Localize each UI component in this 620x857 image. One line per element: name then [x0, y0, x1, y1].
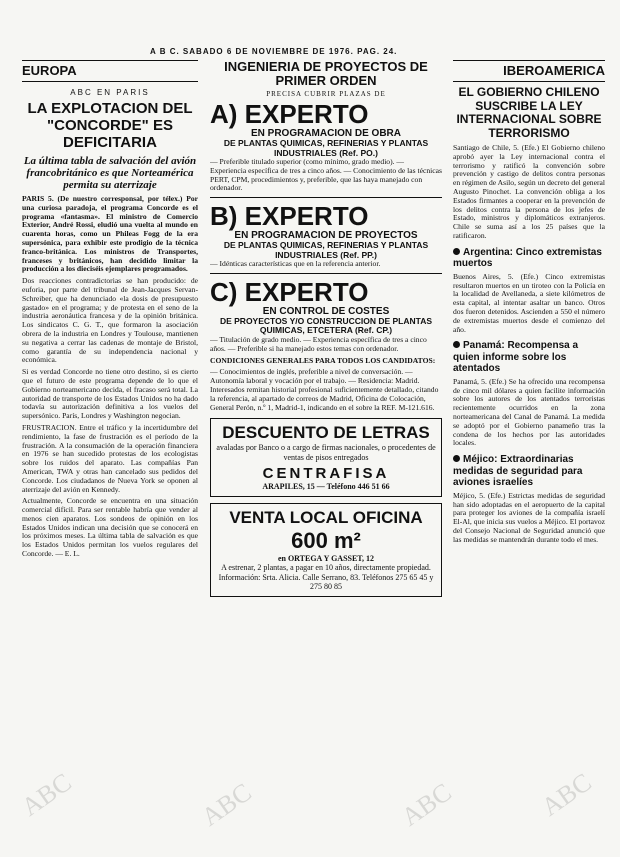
- box-title: VENTA LOCAL OFICINA: [229, 507, 423, 527]
- section-label-iberoamerica: IBEROAMERICA: [453, 60, 605, 82]
- conditions: — Conocimientos de inglés, preferible a nivel de conversación. — Autonomía laboral y vocación por el trabajo. — Residencia: Madrid. Interesados remitan historial profesional suficientemente detallado, citando la referencia, al apartado de correos de Madrid, Oficina de Colocación, General Perón, n.º 1, Madrid-1, indicando en el sobre la REF. M-121.616.: [210, 367, 439, 412]
- item-title: Argentina: Cinco extremistas muertos: [453, 246, 602, 270]
- right-column: [453, 60, 605, 850]
- kicker: ABC EN PARIS: [70, 88, 150, 97]
- item-title: Méjico: Extraordinarias medidas de seguridad para aviones israelíes: [453, 454, 583, 489]
- ad-kicker: PRECISA CUBRIR PLAZAS DE: [266, 90, 386, 98]
- box-area: 600 m²: [291, 527, 361, 553]
- box-location: en ORTEGA Y GASSET, 12: [277, 553, 375, 563]
- job-field: EN CONTROL DE COSTES: [262, 305, 390, 317]
- job-title: EXPERTO: [244, 99, 369, 129]
- subheadline: La última tabla de salvación del avión francobritánico es que Norteamérica permita su aterrizaje: [23, 155, 197, 191]
- divider: [210, 273, 442, 274]
- watermark: ABC: [536, 767, 597, 822]
- ad-title: INGENIERIA DE PROYECTOS DE PRIMER ORDEN: [224, 60, 428, 88]
- right-headline: EL GOBIERNO CHILENO SUSCRIBE LA LEY INTERNACIONAL SOBRE TERRORISMO: [456, 85, 602, 140]
- item-body: Buenos Aires, 5. (Efe.) Cinco extremistas resultaron muertos en un tiroteo con la Policía en la localidad de Avellaneda, a siete kilómetros de esta capital, al intentar asaltar un banco. Otros dos fueron detenidos. Ascienden a 550 el número de extremistas muertos desde el comienzo del año.: [453, 271, 605, 334]
- job-reqs: — Titulación de grado medio. — Experiencia específica de tres a cinco años. — Preferible si ha manejado estos temas con ordenador.: [210, 334, 427, 353]
- bullet-icon: [453, 455, 460, 462]
- job-scope: DE PROYECTOS Y/O CONSTRUCCION DE PLANTAS QUIMICAS, ETCETERA (Ref. CP.): [219, 315, 433, 336]
- box-title: DESCUENTO DE LETRAS: [222, 423, 430, 443]
- body-paragraph: FRUSTRACION. Entre el tráfico y la incertidumbre del rendimiento, la fase de frustración es el período de la frustración. A la consumación de la operación financiera en 1976 se han sucedido protestas de los ecologistas sobre los ruidos del aparato. Las compañías Pan American, TWA y otras han cancelado sus pedidos del Concorde. Los ciudadanos de Nueva York se oponen al aterrizaje del avión en Kennedy.: [22, 422, 198, 494]
- bullet-icon: [453, 341, 460, 348]
- body-paragraph: Actualmente, Concorde se encuentra en una situación comercial difícil. Para ser rentable habría que vender al menos cien aparatos. Los sondeos de opinión en los Estados Unidos indican una decisión que se conocerá en los próximos meses. La última tabla de salvación es que los Estados Unidos permitan los vuelos regulares del Concorde. — E. L.: [22, 496, 198, 559]
- body-paragraph: Si es verdad Concorde no tiene otro destino, si es cierto que el futuro de este programa depende de lo que el Gobierno norteamericano decida, el fracaso será total. La autoridad de transporte de los Estados Unidos no ha dado todavía su autorización definitiva a los vuelos del supersónico. París, Londres y Washington negocian.: [22, 367, 198, 421]
- job-field: EN PROGRAMACION DE OBRA: [250, 128, 401, 139]
- job-reqs: — Preferible titulado superior (como mínimo, grado medio). — Experiencia específica de tres a cinco años. — Conocimiento de las técnicas PERT, CPM, procedimientos y, preferible, que las haya manejado con ordenador.: [210, 157, 442, 193]
- job-scope: DE PLANTAS QUIMICAS, REFINERIAS Y PLANTAS INDUSTRIALES (Ref. PP.): [223, 240, 429, 260]
- box-brand: CENTRAFISA: [262, 465, 390, 483]
- page-title: LA EXPLOTACION DEL "CONCORDE" ES DEFICITARIA: [27, 100, 193, 151]
- box-body: A estrenar, 2 plantas, a pagar en 10 años, directamente propiedad. Información: Srta. Alicia. Calle Serrano, 83. Teléfonos 275 65 45 y 275 80 85: [218, 563, 434, 592]
- masthead: A B C. SABADO 6 DE NOVIEMBRE DE 1976. PAG. 24.: [150, 47, 398, 56]
- watermark: ABC: [16, 767, 77, 822]
- job-scope: DE PLANTAS QUIMICAS, REFINERIAS Y PLANTAS INDUSTRIALES (Ref. PO.): [223, 138, 429, 158]
- job-c: [210, 278, 442, 354]
- job-letter: B): [210, 201, 238, 232]
- lead-paragraph: PARIS 5. (De nuestro corresponsal, por télex.) Por una curiosa paradoja, el programa Concorde es el programa «fantasma». El ministro de Comercio Exterior, André Rossi, eludió una vuelta al mundo en cuarenta horas, como un Phileas Fogg de la era supersónica, para exhibir este prodigio de la técnica franco-británica. Los ministros de Transportes, franceses y británicos, han decidido limitar la producción a los dieciséis ejemplares programados.: [22, 194, 198, 274]
- ad-box-venta: [210, 503, 442, 597]
- job-b: [210, 202, 442, 269]
- item-title: Panamá: Recompensa a quien informe sobre los atentados: [453, 340, 579, 375]
- item-body: Méjico, 5. (Efe.) Estrictas medidas de seguridad han sido adoptadas en el aeropuerto de la capital para proteger los aviones de la compañía israelí El-Al, que inicia sus vuelos a Méjico. El portavoz del Consejo Nacional de Seguridad anunció que las medidas se mantendrán durante todo el mes.: [453, 490, 605, 544]
- job-a: [210, 100, 442, 193]
- divider: [210, 197, 442, 198]
- job-letter: C): [210, 276, 238, 307]
- job-title: EXPERTO: [244, 201, 369, 232]
- job-title: EXPERTO: [244, 276, 369, 307]
- left-column: [22, 60, 198, 850]
- job-field: EN PROGRAMACION DE PROYECTOS: [234, 230, 418, 242]
- body-paragraph: Dos reacciones contradictorias se han producido: de euforia, por parte del tribunal de Jean-Jacques Servan-Schreiber, que ha denunciado «la dosis de presupuesto gastado» en el programa; y de protesta en el seno de la industria aeronáutica francesa y de la opinión británica. Los sindicatos C. G. T., que formaron la asociación obrera de la industria en Londres y Toulouse, mantienen su negativa a cerrar las cadenas de montaje de Bristol, como garantía de su independencia nacional y económica.: [22, 276, 198, 365]
- watermark: ABC: [396, 777, 457, 832]
- box-body: avaladas por Banco o a cargo de firmas nacionales, o procedentes de ventas de pisos entregados: [216, 443, 436, 462]
- lead-paragraph: Santiago de Chile, 5. (Efe.) El Gobierno chileno aprobó ayer la Ley internacional contra el terrorismo y ratificó la convención sobre prevención y castigo de delitos contra personas en régimen de Asilo, según un decreto del general Augusto Pinochet. La convención obliga a los Estados firmantes a cooperar en la prevención de los delitos contra la persona de los jefes de Estado, ministros y diplomáticos extranjeros. Chile se suma así a los 25 países que la ratificaron.: [453, 143, 605, 240]
- bullet-icon: [453, 248, 460, 255]
- watermark: ABC: [196, 777, 257, 832]
- job-reqs: — Idénticas características que en la referencia anterior.: [210, 259, 381, 269]
- ad-box-descuento: [210, 418, 442, 497]
- middle-column: [210, 60, 442, 850]
- conditions-title: CONDICIONES GENERALES PARA TODOS LOS CANDIDATOS:: [210, 355, 436, 365]
- item-body: Panamá, 5. (Efe.) Se ha ofrecido una recompensa de cinco mil dólares a quien facilite información sobre los autores de los atentados terroristas recientemente ocurridos en la zona norteamericana del Canal de Panamá. La medida se adoptó por el Gobierno panameño tras la condena de los hechos por las autoridades locales.: [453, 376, 605, 448]
- box-contact: ARAPILES, 15 — Teléfono 446 51 66: [262, 482, 390, 492]
- section-label-europa: EUROPA: [22, 60, 198, 82]
- job-letter: A): [210, 99, 238, 129]
